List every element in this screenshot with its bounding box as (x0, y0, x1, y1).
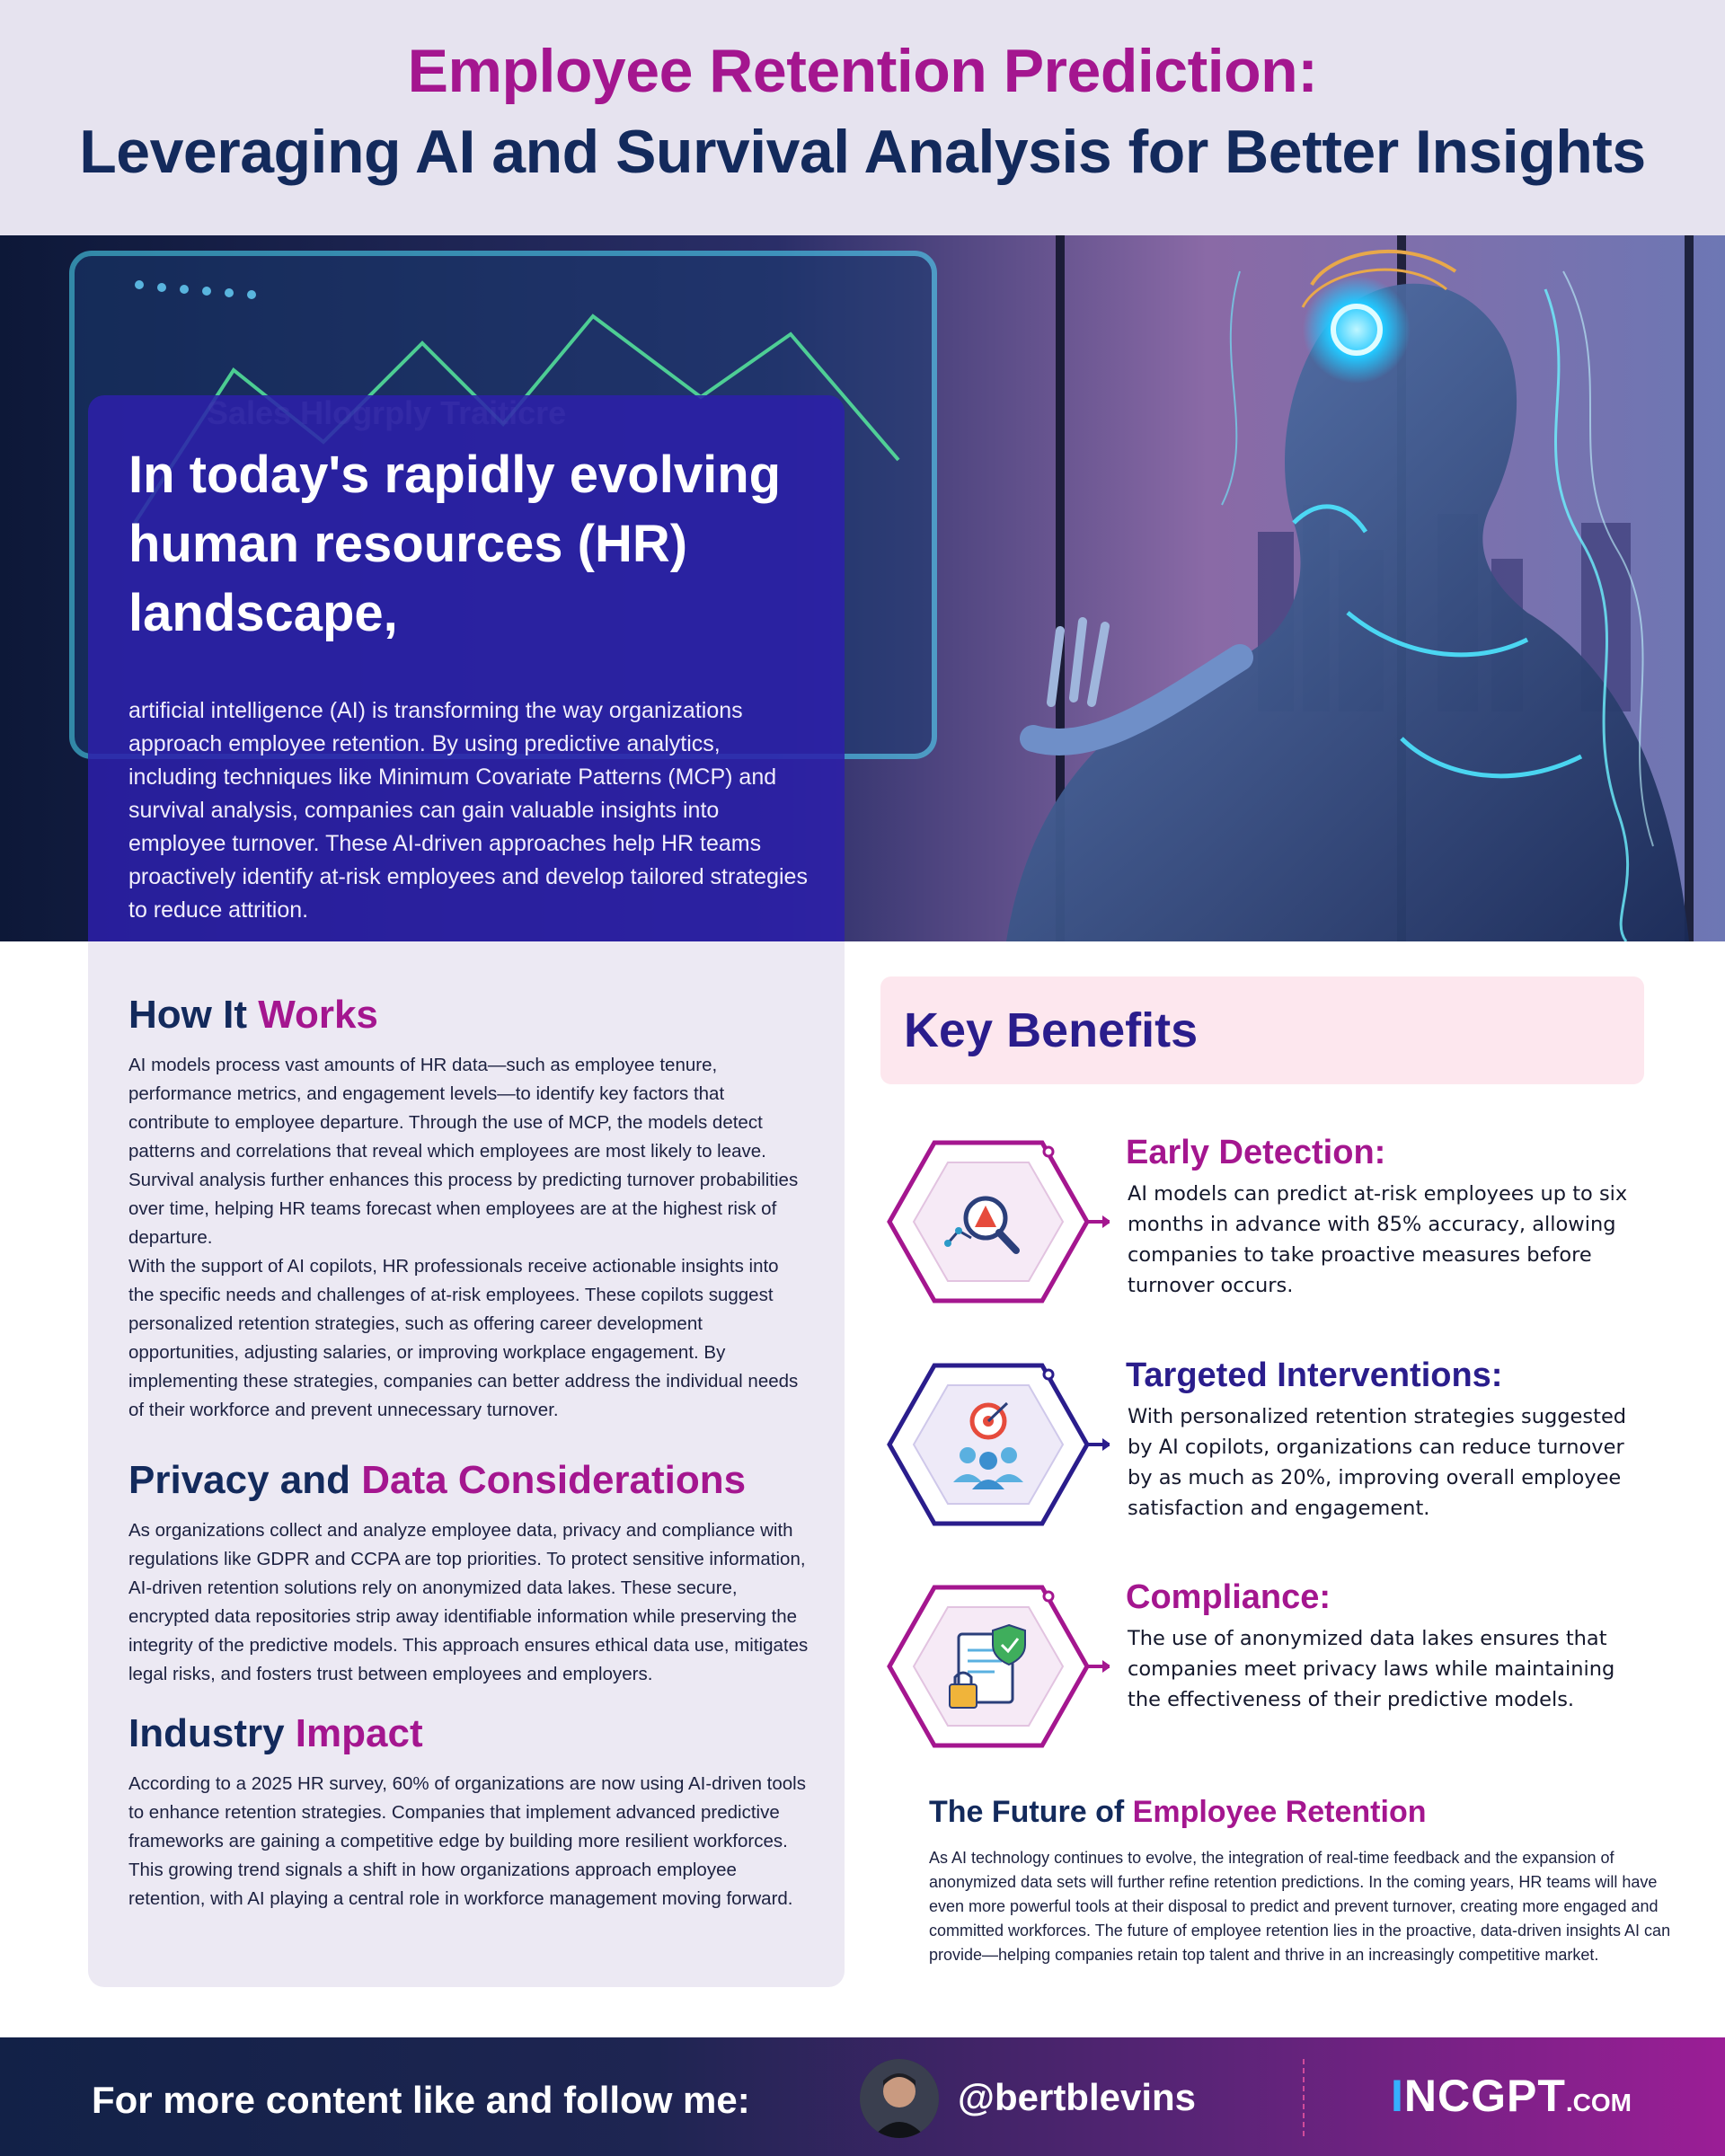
how-it-works-body (128, 1051, 809, 1425)
hero-banner (0, 235, 1725, 941)
future-heading-accent: Employee Retention (1132, 1795, 1427, 1829)
benefit-targeted-interventions (885, 1356, 1658, 1545)
intro-card (88, 395, 845, 941)
privacy-heading (128, 1457, 809, 1504)
industry-impact-heading-part1: Industry (128, 1711, 296, 1755)
page-title-line1: Employee Retention Prediction: (407, 37, 1318, 105)
benefit-early-detection (885, 1134, 1658, 1322)
benefit-3-text: The use of anonymized data lakes ensures that companies meet privacy laws while maintaining the effectiveness of their predictive models. (1128, 1627, 1615, 1711)
intro-body: artificial intelligence (AI) is transforming the way organizations approach employee retention. By using predictive analytics, including techniques like Minimum Covariate Patterns (MCP) and survival analysis, companies can gain valuable insights into employee turnover. These AI-driven approaches help HR teams proactively identify at-risk employees and develop tailored strategies to reduce attrition. (128, 698, 808, 923)
how-it-works-paragraph-1: AI models process vast amounts of HR data—such as employee tenure, performance metrics, and engagement levels—to identify key factors that contribute to employee departure. Through the use of MCP, the models detect patterns and correlations that reveal which employees are most likely to leave. Survival analysis further enhances this process by predicting turnover probabilities over time, helping HR teams forecast when employees are at the highest risk of departure. (128, 1055, 799, 1248)
benefit-2-title: Targeted Interventions: (1126, 1356, 1503, 1394)
how-it-works-heading-part1: How It (128, 993, 259, 1037)
secure-document-icon (885, 1578, 1110, 1758)
benefit-3-title: Compliance: (1126, 1578, 1331, 1616)
logo-suffix: .COM (1565, 2089, 1632, 2116)
follow-cta: For more content like and follow me: (92, 2079, 750, 2121)
benefit-1-text: AI models can predict at-risk employees up to six months in advance with 85% accuracy, allowing companies to take proactive measures before turnover occurs. (1128, 1182, 1628, 1297)
brand-logo[interactable] (1391, 2070, 1632, 2122)
how-it-works-heading (128, 992, 809, 1038)
privacy-heading-accent: Data Considerations (361, 1458, 747, 1502)
benefit-compliance (885, 1578, 1658, 1767)
risk-magnifier-icon (885, 1134, 1110, 1313)
footer-divider (1303, 2059, 1305, 2136)
how-it-works-paragraph-2: With the support of AI copilots, HR professionals receive actionable insights into the specific needs and challenges of at-risk employees. These copilots suggest personalized retention strategies, such as offering career development opportunities, adjusting salaries, or improving workplace engagement. By implementing these strategies, companies can better address the individual needs of their workforce and prevent unnecessary turnover. (128, 1256, 799, 1420)
benefit-2-text: With personalized retention strategies suggested by AI copilots, organizations can reduce turnover by as much as 20%, improving overall employee satisfaction and engagement. (1128, 1405, 1627, 1520)
intro-lead: In today's rapidly evolving human resources (HR) landscape, (128, 446, 782, 642)
target-team-icon (885, 1356, 1110, 1536)
page-title-line2: Leveraging AI and Survival Analysis for Better Insights (79, 118, 1646, 186)
future-body: As AI technology continues to evolve, the integration of real-time feedback and the expansion of anonymized data sets will further refine retention predictions. In the coming years, HR teams will have even more powerful tools at their disposal to predict and prevent turnover, creating more engaged and committed workforces. The future of employee retention lies in the proactive, data-driven insights AI can provide—helping companies retain top talent and thrive in an increasingly competitive market. (929, 1849, 1671, 1964)
how-it-works-heading-accent: Works (258, 993, 378, 1037)
key-benefits-title: Key Benefits (904, 1003, 1199, 1057)
footer-bar (0, 2037, 1725, 2156)
profile-photo-icon (860, 2059, 939, 2138)
avatar[interactable] (860, 2059, 939, 2138)
page-header (0, 0, 1725, 235)
benefit-1-title: Early Detection: (1126, 1134, 1386, 1171)
logo-main-text: NCGPT (1403, 2071, 1566, 2121)
left-content-panel (88, 941, 845, 1987)
privacy-body: As organizations collect and analyze employee data, privacy and compliance with regulations like GDPR and CCPA are top priorities. To protect sensitive information, AI-driven retention solutions rely on anonymized data lakes. These secure, encrypted data repositories strip away identifiable information while preserving the integrity of the predictive models. This approach ensures ethical data use, mitigates legal risks, and fosters trust between employees and employers. (128, 1520, 809, 1684)
logo-letter-i: I (1391, 2071, 1404, 2121)
industry-impact-body: According to a 2025 HR survey, 60% of organizations are now using AI-driven tools to enhance retention strategies. Companies that implement advanced predictive frameworks are gaining a competitive edge by building more resilient workforces. This growing trend signals a shift in how organizations approach employee retention, with AI playing a central role in workforce management moving forward. (128, 1773, 806, 1909)
industry-impact-heading (128, 1710, 809, 1757)
industry-impact-heading-accent: Impact (295, 1711, 423, 1755)
key-benefits-header (880, 976, 1644, 1084)
social-handle-link[interactable]: @bertblevins (958, 2076, 1197, 2118)
future-heading (929, 1795, 1427, 1830)
privacy-heading-part1: Privacy and (128, 1458, 362, 1502)
future-heading-part1: The Future of (929, 1795, 1133, 1829)
